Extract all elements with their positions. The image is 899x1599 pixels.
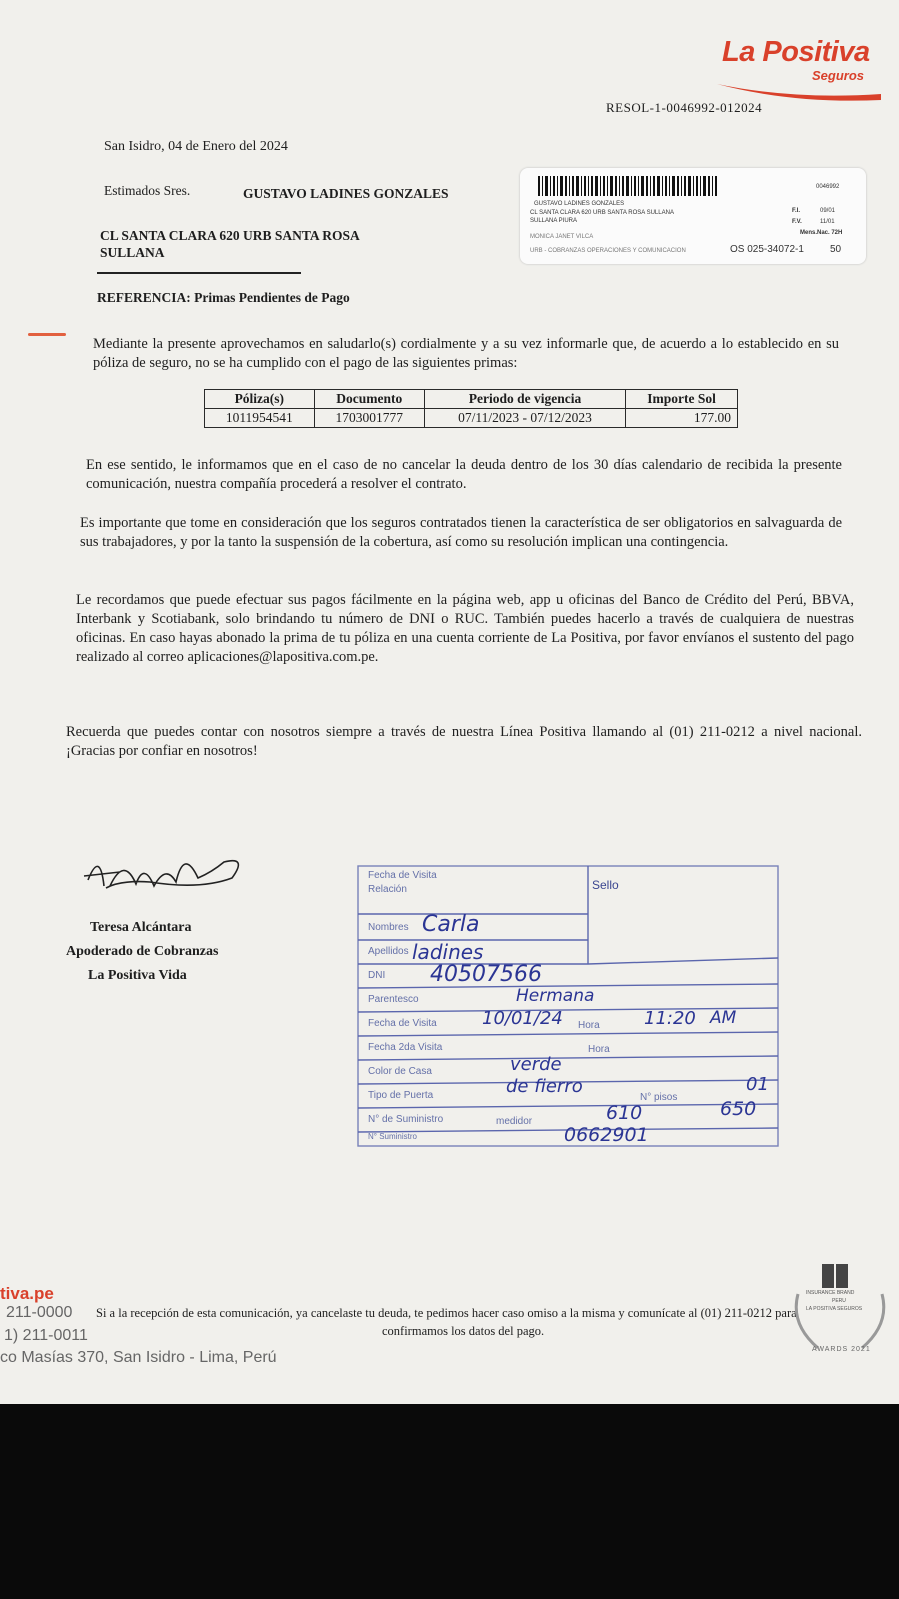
table-row (205, 409, 738, 428)
footer-phone-2: 1) 211-0011 (4, 1327, 88, 1344)
label-fi: F.I. (792, 208, 801, 214)
footer-notice-line-1: Si a la recepción de esta comunicación, ya cancelaste tu deuda, te pedimos hacer caso omiso a la misma y comunícate al (01) 211-0212 para (96, 1306, 797, 1320)
stamp-label: Apellidos (368, 946, 409, 957)
stamp-label: Tipo de Puerta (368, 1090, 434, 1101)
label-os: OS 025-34072-1 (730, 244, 804, 255)
stamp-label: Relación (368, 884, 407, 895)
signer-company: La Positiva Vida (88, 968, 187, 983)
hw-pisos: 01 (746, 1074, 769, 1095)
label-mens: Mens.Nac. 72H (800, 230, 843, 236)
label-fv-value: 11/01 (820, 219, 835, 225)
column-header: Importe Sol (626, 390, 738, 409)
document-cell: 1703001777 (314, 409, 424, 428)
reference-line (97, 290, 350, 306)
signer-role: Apoderado de Cobranzas (66, 944, 219, 959)
column-header: Periodo de vigencia (424, 390, 625, 409)
stamp-label: DNI (368, 970, 386, 981)
stamp-label: Nombres (368, 922, 409, 933)
policy-cell: 1011954541 (205, 409, 315, 428)
paragraph-payments: Le recordamos que puede efectuar sus pagos fácilmente en la página web, app u oficinas del Banco de Crédito del Perú, BBVA, Interbank y Scotiabank, solo brindando tu número de DNI o RUC. También puedes hacerlo a través de cualquiera de nuestras oficinas. En caso hayas abonado la prima de tu póliza en una cuenta corriente de La Positiva, por favor envíanos el sustento del pago realizado al correo aplicaciones@lapositiva.com.pe. (76, 592, 854, 665)
hw-puerta: de fierro (506, 1076, 583, 1097)
stamp-label: Parentesco (368, 994, 419, 1005)
label-name: GUSTAVO LADINES GONZALES (534, 201, 625, 207)
stamp-label: N° de Suministro (368, 1114, 444, 1125)
hw-suministro-2: 650 (720, 1098, 757, 1120)
address-line-2: SULLANA (100, 245, 165, 260)
intro-paragraph: Mediante la presente aprovechamos en saludarlo(s) cordialmente y a su vez informarle que, de acuerdo a lo establecido en su póliza de seguro, no se ha cumplido con el pago de las siguientes primas: (93, 336, 839, 371)
label-fv: F.V. (792, 219, 802, 225)
greeting: Estimados Sres. (104, 183, 191, 198)
label-address: CL SANTA CLARA 620 URB SANTA ROSA SULLANA (530, 210, 674, 216)
hw-nombres: Carla (422, 912, 480, 937)
amount-cell: 177.00 (626, 409, 738, 428)
company-logo-subtitle: Seguros (812, 68, 865, 83)
column-header: Póliza(s) (205, 390, 315, 409)
stamp-label: Fecha de Visita (368, 870, 437, 881)
award-seal (788, 1264, 892, 1360)
handwritten-signature (80, 842, 250, 904)
stamp-label: Fecha de Visita (368, 1018, 437, 1029)
award-text-4: AWARDS 2021 (812, 1346, 871, 1353)
margin-marker (28, 333, 66, 336)
paragraph-obligatory: Es importante que tome en consideración que los seguros contratados tienen la característica de ser obligatorios en salvaguarda de sus trabajadores, y por la tanto la suspensión de la cobertura, así como su resolución implican una contingencia. (80, 515, 842, 550)
hw-parentesco: Hermana (516, 986, 595, 1006)
hw-fecha: 10/01/24 (482, 1008, 563, 1029)
stamp-hour2-label: Hora (588, 1044, 610, 1055)
visit-stamp (356, 862, 786, 1150)
footer-notice-line-2: confirmamos los datos del pago. (382, 1324, 545, 1338)
award-text-2: PERU (832, 1298, 846, 1304)
stamp-floors-label: N° pisos (640, 1092, 678, 1103)
label-os-num: 50 (830, 244, 842, 255)
label-fi-value: 09/01 (820, 208, 836, 214)
paragraph-contact: Recuerda que puedes contar con nosotros siempre a través de nuestra Línea Positiva llamando al (01) 211-0212 a nivel nacional. ¡Gracias por confiar en nosotros! (66, 724, 862, 759)
signer-name: Teresa Alcántara (90, 920, 192, 935)
table-header-row (205, 390, 738, 409)
place-date: San Isidro, 04 de Enero del 2024 (104, 139, 288, 154)
period-cell: 07/11/2023 - 07/12/2023 (424, 409, 625, 428)
hw-color: verde (510, 1054, 562, 1075)
footer-site: tiva.pe (0, 1284, 54, 1303)
reference-text: Primas Pendientes de Pago (194, 290, 350, 305)
mailing-label (520, 168, 866, 264)
paragraph-deadline: En ese sentido, le informamos que en el caso de no cancelar la deuda dentro de los 30 días calendario de recibida la presente comunicación, nuestra compañía procederá a resolver el contrato. (86, 457, 842, 492)
label-contact: MONICA JANET VILCA (530, 234, 594, 240)
reference-code: RESOL-1-0046992-012024 (606, 100, 763, 115)
hw-apellidos: ladines (412, 940, 484, 964)
company-logo: La Positiva (722, 36, 870, 68)
hw-ampm: AM (710, 1008, 737, 1028)
premiums-table (204, 389, 738, 428)
stamp-label: Fecha 2da Visita (368, 1042, 443, 1053)
hw-dni: 40507566 (430, 962, 542, 987)
label-code: 0046992 (816, 184, 840, 190)
label-dept: URB - COBRANZAS OPERACIONES Y COMUNICACION (530, 248, 686, 254)
award-text-1: INSURANCE BRAND (806, 1290, 855, 1296)
stamp-hour-label: Hora (578, 1020, 600, 1031)
award-text-3: LA POSITIVA SEGUROS (806, 1306, 863, 1312)
address-divider (97, 272, 301, 274)
footer-phone-1: 211-0000 (6, 1304, 73, 1321)
stamp-seal-label: Sello (592, 878, 619, 892)
barcode-icon (538, 176, 718, 196)
reference-label: REFERENCIA: (97, 290, 191, 305)
stamp-meter-label: medidor (496, 1116, 533, 1127)
recipient-name: GUSTAVO LADINES GONZALES (243, 186, 449, 201)
column-header: Documento (314, 390, 424, 409)
label-city: SULLANA PIURA (530, 218, 578, 224)
hw-suministro-3: 0662901 (564, 1124, 649, 1146)
stamp-label: N° Suministro (368, 1132, 417, 1141)
address-line-1: CL SANTA CLARA 620 URB SANTA ROSA (100, 228, 360, 243)
hw-hora: 11:20 (644, 1008, 696, 1029)
hw-suministro-1: 610 (606, 1102, 643, 1124)
footer-address: co Masías 370, San Isidro - Lima, Perú (0, 1349, 277, 1366)
stamp-label: Color de Casa (368, 1066, 432, 1077)
